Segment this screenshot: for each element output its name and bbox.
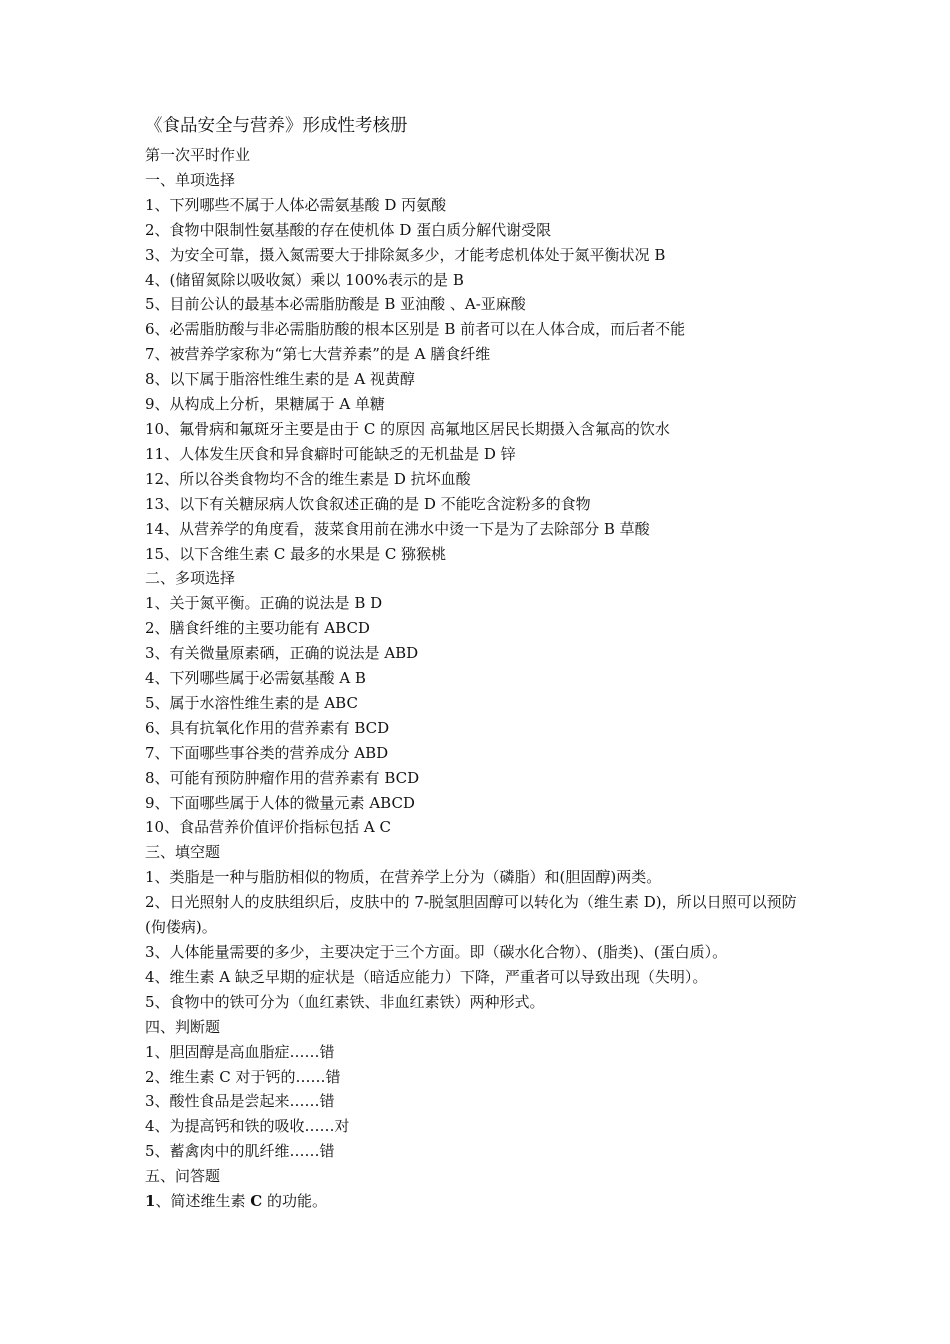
text-line: 2、日光照射人的皮肤组织后，皮肤中的 7-脱氢胆固醇可以转化为（维生素 D)，所以日照可以预防(佝偻病)。 [145,893,797,937]
text-line: 1、下列哪些不属于人体必需氨基酸 D 丙氨酸 [145,195,447,214]
text-line: 5、食物中的铁可分为（血红素铁、非血红素铁）两种形式。 [145,992,545,1011]
text-line: 3、为安全可靠，摄入氮需要大于排除氮多少，才能考虑机体处于氮平衡状况 B [145,245,666,264]
text-line: 四、判断题 [145,1017,221,1036]
text-line: 5、属于水溶性维生素的是 ABC [145,693,358,712]
essay-question-1 [145,1189,825,1214]
text-line: 13、以下有关糖尿病人饮食叙述正确的是 D 不能吃含淀粉多的食物 [145,494,591,513]
text-line: 11、人体发生厌食和异食癖时可能缺乏的无机盐是 D 锌 [145,444,516,463]
text-line: 4、下列哪些属于必需氨基酸 A B [145,669,366,688]
text-line: 8、可能有预防肿瘤作用的营养素有 BCD [145,768,420,787]
text-line: 第一次平时作业 [145,146,251,164]
text-line: 4、(储留氮除以吸收氮）乘以 100%表示的是 B [145,270,464,289]
text-line: 3、酸性食品是尝起来……错 [145,1092,335,1111]
document-lines [145,143,825,1189]
text-line: 1、胆固醇是高血脂症……错 [145,1042,335,1061]
text-line: 6、必需脂肪酸与非必需脂肪酸的根本区别是 B 前者可以在人体合成，而后者不能 [145,320,686,339]
text-line: 7、被营养学家称为“第七大营养素”的是 A 膳食纤维 [145,345,491,364]
text-line: 10、食品营养价值评价指标包括 A C [145,818,391,837]
text-line: 5、蓄禽肉中的肌纤维……错 [145,1142,335,1161]
text-line: 1、关于氮平衡。正确的说法是 B D [145,594,383,613]
text-line: 8、以下属于脂溶性维生素的是 A 视黄醇 [145,370,415,389]
text-line: 14、从营养学的角度看，菠菜食用前在沸水中烫一下是为了去除部分 B 草酸 [145,519,650,538]
document-title: 《食品安全与营养》形成性考核册 [145,116,408,136]
text-line: 3、有关微量原素硒，正确的说法是 ABD [145,644,419,663]
question-key: C [250,1192,263,1211]
text-line: 2、维生素 C 对于钙的……错 [145,1067,341,1086]
question-rest: 的功能。 [262,1192,327,1211]
text-line: 3、人体能量需要的多少，主要决定于三个方面。即（碳水化合物）、(脂类)、(蛋白质）。 [145,943,728,961]
text-line: 2、膳食纤维的主要功能有 ABCD [145,619,370,638]
text-line: 9、下面哪些属于人体的微量元素 ABCD [145,793,415,812]
text-line: 五、问答题 [145,1167,221,1186]
question-number: 1 [145,1192,156,1211]
text-line: 4、维生素 A 缺乏早期的症状是（暗适应能力）下降，严重者可以导致出现（失明）。 [145,967,708,986]
text-line: 1、类脂是一种与脂肪相似的物质，在营养学上分为（磷脂）和(胆固醇)两类。 [145,868,662,887]
document-body [145,113,825,1214]
text-line: 9、从构成上分析，果糖属于 A 单糖 [145,395,385,414]
text-line: 2、食物中限制性氨基酸的存在使机体 D 蛋白质分解代谢受限 [145,220,552,239]
text-line: 7、下面哪些事谷类的营养成分 ABD [145,743,389,762]
text-line: 一、单项选择 [145,170,236,189]
text-line: 12、所以谷类食物均不含的维生素是 D 抗坏血酸 [145,469,471,488]
text-line: 二、多项选择 [145,569,236,588]
question-text: 、简述维生素 [155,1192,251,1211]
text-line: 4、为提高钙和铁的吸收……对 [145,1117,350,1136]
text-line: 10、氟骨病和氟斑牙主要是由于 C 的原因 高氟地区居民长期摄入含氟高的饮水 [145,419,670,438]
text-line: 5、目前公认的最基本必需脂肪酸是 B 亚油酸 、A-亚麻酸 [145,295,526,314]
text-line: 6、具有抗氧化作用的营养素有 BCD [145,718,390,737]
text-line: 15、以下含维生素 C 最多的水果是 C 猕猴桃 [145,544,447,563]
text-line: 三、填空题 [145,843,221,862]
